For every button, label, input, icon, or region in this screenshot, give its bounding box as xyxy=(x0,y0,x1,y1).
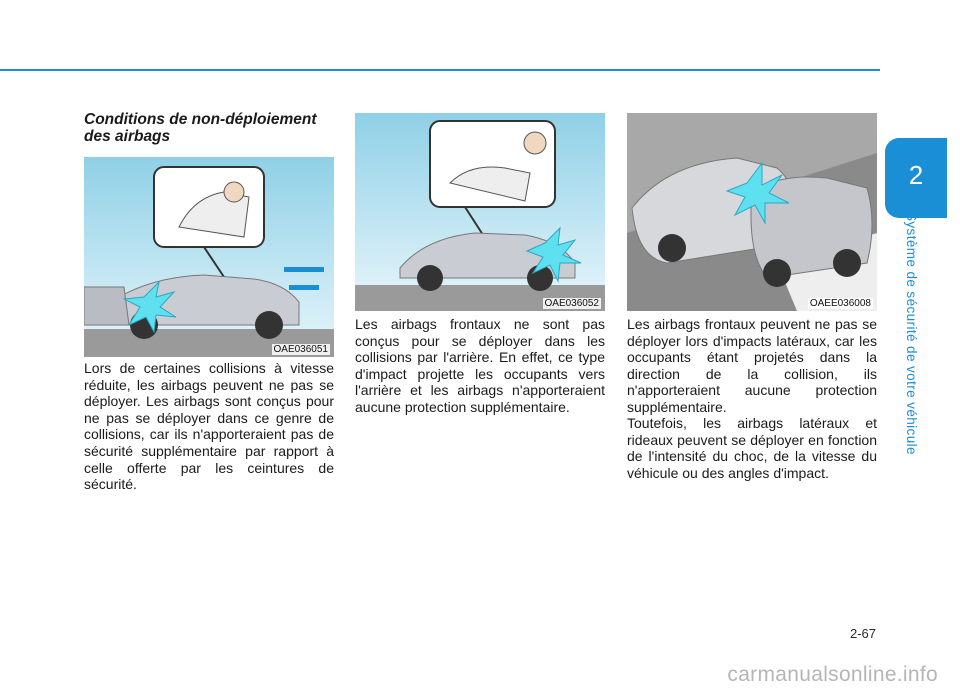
page-number: 2-67 xyxy=(849,626,876,641)
paragraph-rear-impact: Les airbags frontaux ne sont pas conçus pour se déployer dans les collisions par l'arrière. En effet, ce type d'impact projette les occupants vers l'arrière et les airbags n'apporteraient aucune protection supplémentaire. xyxy=(355,316,605,415)
figure-side-impact xyxy=(84,157,334,357)
paragraph-side-impact: Les airbags frontaux peuvent ne pas se déployer lors d'impacts latéraux, car les occupants étant projetés dans la direction de la collision, ils n'apporteraient aucune protection supplémentaire. xyxy=(627,316,877,415)
paragraph-side-curtain: Toutefois, les airbags latéraux et rideaux peuvent se déployer en fonction de l'intensité du choc, de la vitesse du véhicule ou des angles d'impact. xyxy=(627,415,877,481)
watermark: carmanualsonline.info xyxy=(727,662,938,686)
figure-code: OAEE036008 xyxy=(809,298,871,309)
header-rule xyxy=(0,69,880,71)
chapter-number: 2 xyxy=(908,160,924,190)
chapter-title: Système de sécurité de votre véhicule xyxy=(904,212,919,455)
rear-impact-illustration xyxy=(355,113,605,311)
paragraph-low-speed: Lors de certaines collisions à vitesse réduite, les airbags peuvent ne pas se déployer. Les airbags sont conçus pour ne pas se déployer dans ce genre de collisions, car ils n'apporteraient pas de sécurité supplémentaire par rapport à celle offerte par les ceintures de sécurité. xyxy=(84,360,334,493)
angled-impact-illustration xyxy=(627,113,877,311)
figure-rear-impact xyxy=(355,113,605,311)
figure-code: OAE036051 xyxy=(273,344,328,355)
section-heading: Conditions de non-déploiement des airbags xyxy=(84,111,317,145)
figure-angled-impact xyxy=(627,113,877,311)
figure-code: OAE036052 xyxy=(544,298,599,309)
side-impact-illustration xyxy=(84,157,334,357)
